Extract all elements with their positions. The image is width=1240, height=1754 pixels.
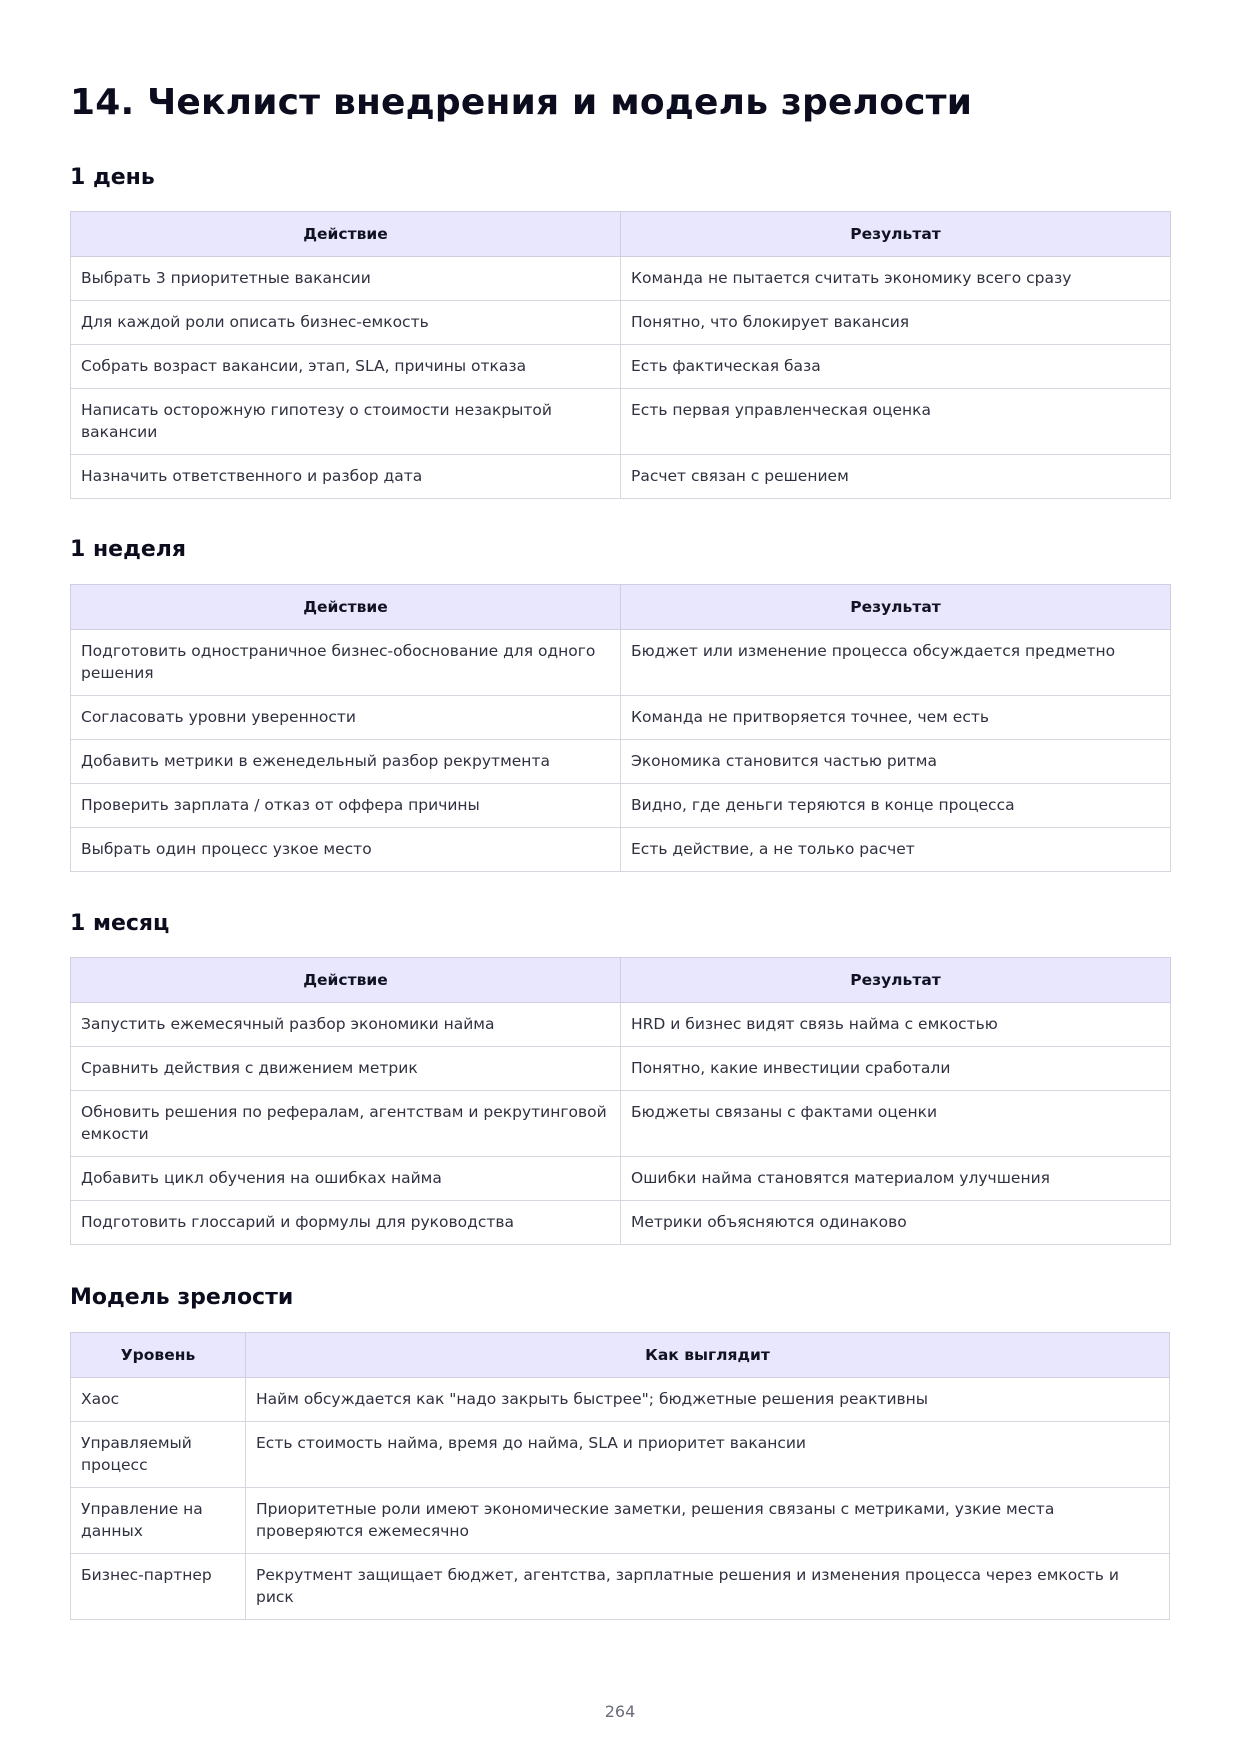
cell-result: Команда не притворяется точнее, чем есть [621, 696, 1171, 740]
cell-action: Сравнить действия с движением метрик [71, 1047, 621, 1091]
cell-result: Экономика становится частью ритма [621, 740, 1171, 784]
column-header-action: Действие [71, 958, 621, 1003]
cell-result: HRD и бизнес видят связь найма с емкостью [621, 1003, 1171, 1047]
table-week [70, 584, 1171, 872]
cell-action: Выбрать один процесс узкое место [71, 828, 621, 872]
cell-action: Назначить ответственного и разбор дата [71, 455, 621, 499]
cell-action: Подготовить одностраничное бизнес-обоснование для одного решения [71, 630, 621, 696]
cell-result: Бюджет или изменение процесса обсуждается предметно [621, 630, 1171, 696]
table-row [71, 257, 1171, 301]
cell-result: Команда не пытается считать экономику всего сразу [621, 257, 1171, 301]
cell-result: Есть фактическая база [621, 345, 1171, 389]
table-row [71, 1378, 1170, 1422]
cell-level: Управляемый процесс [71, 1422, 246, 1488]
section-heading-day: 1 день [70, 165, 155, 190]
cell-action: Выбрать 3 приоритетные вакансии [71, 257, 621, 301]
table-row [71, 389, 1171, 455]
table-day [70, 211, 1171, 499]
table-header-row [71, 1333, 1170, 1378]
cell-action: Для каждой роли описать бизнес-емкость [71, 301, 621, 345]
cell-action: Согласовать уровни уверенности [71, 696, 621, 740]
cell-result: Есть действие, а не только расчет [621, 828, 1171, 872]
cell-action: Добавить цикл обучения на ошибках найма [71, 1157, 621, 1201]
cell-action: Собрать возраст вакансии, этап, SLA, причины отказа [71, 345, 621, 389]
column-header-level: Уровень [71, 1333, 246, 1378]
cell-action: Запустить ежемесячный разбор экономики найма [71, 1003, 621, 1047]
table-row [71, 455, 1171, 499]
column-header-action: Действие [71, 212, 621, 257]
table-row [71, 784, 1171, 828]
cell-result: Видно, где деньги теряются в конце процесса [621, 784, 1171, 828]
page-number: 264 [604, 1702, 636, 1721]
table-row [71, 345, 1171, 389]
cell-level: Хаос [71, 1378, 246, 1422]
table-row [71, 1422, 1170, 1488]
table-row [71, 1554, 1170, 1620]
table-header-row [71, 585, 1171, 630]
section-heading-month: 1 месяц [70, 911, 170, 936]
table-month [70, 957, 1171, 1245]
table-row [71, 1488, 1170, 1554]
cell-action: Написать осторожную гипотезу о стоимости незакрытой вакансии [71, 389, 621, 455]
cell-look: Приоритетные роли имеют экономические заметки, решения связаны с метриками, узкие места проверяются ежемесячно [246, 1488, 1170, 1554]
page-title: 14. Чеклист внедрения и модель зрелости [70, 82, 973, 123]
table-row [71, 301, 1171, 345]
section-heading-week: 1 неделя [70, 537, 187, 562]
cell-action: Обновить решения по рефералам, агентствам и рекрутинговой емкости [71, 1091, 621, 1157]
cell-result: Есть первая управленческая оценка [621, 389, 1171, 455]
table-row [71, 1003, 1171, 1047]
cell-result: Ошибки найма становятся материалом улучшения [621, 1157, 1171, 1201]
table-header-row [71, 212, 1171, 257]
cell-result: Бюджеты связаны с фактами оценки [621, 1091, 1171, 1157]
cell-look: Есть стоимость найма, время до найма, SLA и приоритет вакансии [246, 1422, 1170, 1488]
cell-look: Найм обсуждается как "надо закрыть быстрее"; бюджетные решения реактивны [246, 1378, 1170, 1422]
cell-result: Понятно, что блокирует вакансия [621, 301, 1171, 345]
cell-level: Бизнес-партнер [71, 1554, 246, 1620]
cell-action: Добавить метрики в еженедельный разбор рекрутмента [71, 740, 621, 784]
cell-result: Метрики объясняются одинаково [621, 1201, 1171, 1245]
cell-level: Управление на данных [71, 1488, 246, 1554]
section-heading-maturity: Модель зрелости [70, 1285, 294, 1310]
table-row [71, 630, 1171, 696]
column-header-look: Как выглядит [246, 1333, 1170, 1378]
cell-look: Рекрутмент защищает бюджет, агентства, зарплатные решения и изменения процесса через емкость и риск [246, 1554, 1170, 1620]
table-row [71, 696, 1171, 740]
cell-result: Расчет связан с решением [621, 455, 1171, 499]
column-header-action: Действие [71, 585, 621, 630]
table-row [71, 1157, 1171, 1201]
column-header-result: Результат [621, 958, 1171, 1003]
cell-action: Проверить зарплата / отказ от оффера причины [71, 784, 621, 828]
table-row [71, 740, 1171, 784]
table-header-row [71, 958, 1171, 1003]
column-header-result: Результат [621, 212, 1171, 257]
table-maturity [70, 1332, 1170, 1620]
table-row [71, 1201, 1171, 1245]
table-row [71, 1047, 1171, 1091]
column-header-result: Результат [621, 585, 1171, 630]
table-row [71, 828, 1171, 872]
cell-result: Понятно, какие инвестиции сработали [621, 1047, 1171, 1091]
table-row [71, 1091, 1171, 1157]
cell-action: Подготовить глоссарий и формулы для руководства [71, 1201, 621, 1245]
